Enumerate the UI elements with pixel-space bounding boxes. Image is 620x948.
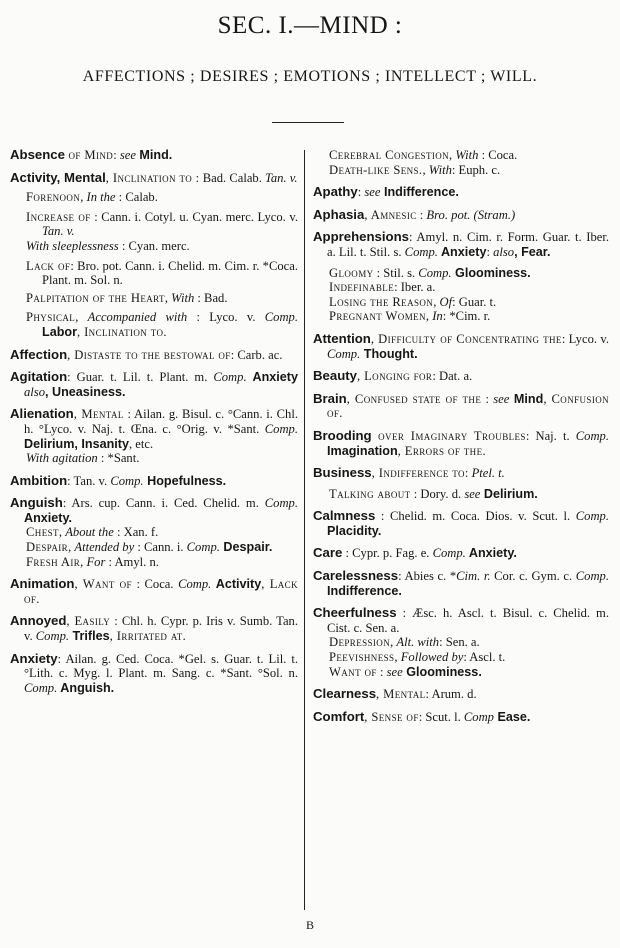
entry-heading: Apprehensions (313, 229, 409, 245)
subentry-modifier: With (455, 148, 479, 162)
entry-heading: Absence (10, 147, 65, 162)
entry-clearness (313, 687, 609, 702)
cross-reference: Delirium. (480, 486, 538, 501)
subentry-remedies: : Guar. t. (452, 294, 497, 309)
cross-reference: Mind. (135, 148, 173, 162)
subentry-remedies: : Coca. (478, 148, 518, 162)
entry-see: see (386, 664, 403, 679)
entry-text: : (464, 466, 472, 481)
column-divider (304, 150, 305, 910)
compare-label: Comp. (264, 310, 298, 325)
subentry-modifier: Alt. with (396, 635, 440, 650)
entry-apprehensions (313, 230, 609, 324)
compare-label: Comp. (24, 680, 58, 695)
compare-label: Comp (463, 709, 494, 724)
subentry-text: , (433, 294, 440, 309)
entry-qualifier: of Mind (64, 148, 114, 162)
subentry-remedy-italic: Tan. v. (42, 224, 75, 239)
subentry-text: , (80, 554, 87, 569)
entry-remedies: : Cypr. p. Fag. e. (342, 546, 433, 561)
cross-reference: Anxiety (246, 370, 298, 385)
cross-reference: Imagination (327, 443, 398, 458)
subentry-heading: Depression (329, 635, 391, 650)
subentry-remedies: : Lyco. v. (187, 310, 265, 325)
subentry-remedies: : Cyan. merc. (118, 238, 190, 253)
subentry-heading: Pregnant Women (329, 309, 426, 324)
entry-qualifier: , Inclination to : (105, 170, 200, 185)
subentry-heading: Want of (329, 664, 377, 679)
cross-reference: Anxiety. (465, 546, 517, 561)
page-subtitle: AFFECTIONS ; DESIRES ; EMOTIONS ; INTELLECT ; WILL. (82, 68, 538, 85)
entry-remedies: : Arum. d. (425, 687, 477, 702)
entry-see: see (119, 148, 136, 162)
subentry-modifier: In the (86, 190, 116, 205)
subentry-remedies: : *Cim. r. (442, 309, 491, 324)
entry-continued (313, 148, 609, 177)
subentry-text: , (422, 162, 429, 177)
subentry-text: , (58, 525, 66, 540)
entry-remedies: : Chelid. m. Coca. Dios. v. Scut. l. (375, 509, 576, 524)
entry-heading: Brain (313, 390, 347, 406)
subentry-remedies: : Amyl. n. (105, 554, 159, 569)
entry-absence (10, 148, 298, 163)
entry-brain (313, 392, 609, 421)
entry-remedies: : Lyco. v. (561, 331, 609, 346)
subentry-modifier: About the (65, 525, 114, 540)
entry-business (313, 466, 609, 501)
entry-qualifier: , Confused state of the (346, 391, 482, 406)
entry-comfort (313, 710, 609, 725)
entry-remedy-italic: Tan. v. (265, 170, 298, 185)
entry-qualifier: , Sense of (364, 709, 419, 724)
subentry-heading: Gloomy (329, 265, 374, 280)
entry-see: see (364, 185, 381, 200)
compare-label: Comp. (35, 629, 70, 644)
entry-brooding (313, 429, 609, 458)
entry-remedies: : Ailan. g. Ced. Coca. *Gel. s. Guar. t. Lil. t. °Lith. c. Myg. l. Plant. m. Sang. c. *Sant. °Sol. n. (24, 651, 298, 681)
entry-heading: Apathy (313, 184, 358, 200)
subentry-text: : (376, 664, 387, 679)
entry-remedies: : Chl. h. Cypr. p. Iris v. Sumb. Tan. v. (24, 614, 298, 644)
cross-reference: Labor (42, 324, 77, 339)
subentry-heading: Fresh Air (26, 554, 81, 569)
cross-reference-qualifier: , Confusion of. (327, 391, 610, 421)
cross-reference-qualifier: , Irritated at. (109, 629, 187, 644)
subentry-remedies: : Euph. c. (451, 162, 501, 177)
subentry-modifier: Accompanied with (87, 310, 188, 325)
entry-alienation (10, 407, 298, 465)
entry-heading: Aphasia (313, 206, 365, 222)
subentry-text: , (390, 635, 397, 650)
subentry-modifier: In (432, 309, 443, 324)
cross-reference: Activity (211, 577, 262, 592)
entry-heading: Anguish (10, 495, 63, 511)
entry-remedies: : Naj. t. (525, 428, 576, 443)
entry-text: , etc. (128, 436, 154, 451)
entry-qualifier: , Mental (73, 407, 124, 422)
entry-qualifier: , Indifference to (371, 466, 465, 481)
subentry-modifier: Followed by (400, 650, 464, 665)
cross-reference-qualifier: , Lack of. (24, 577, 298, 606)
subentry-heading: Losing the Reason (329, 294, 434, 309)
subentry-modifier: Attended by (74, 540, 135, 555)
entry-remedies: : Æsc. h. Ascl. t. Bisul. c. Chelid. m. Cist. c. Sen. a. (327, 606, 609, 635)
entry-heading: Attention (313, 330, 371, 346)
entry-text: : (481, 391, 494, 406)
cross-reference: Indifference. (380, 185, 459, 200)
compare-label: Comp. (327, 346, 361, 361)
cross-reference: Despair. (219, 540, 273, 555)
entry-agitation (10, 370, 298, 399)
entry-heading: Ambition (10, 472, 68, 488)
entry-attention (313, 332, 609, 361)
subentry-remedies: : Iber. a. (394, 280, 436, 295)
entry-qualifier: , Difficulty of Concentrating the (370, 331, 562, 346)
subentry-remedies: : Cann. i. Cotyl. u. Cyan. merc. Lyco. v. (90, 209, 298, 224)
subentry-modifier: For (86, 554, 106, 569)
entry-remedies: : Carb. ac. (230, 347, 283, 362)
entry-heading: Activity, Mental (10, 169, 106, 185)
entry-heading: Alienation (10, 406, 74, 422)
also-label: also (24, 384, 45, 399)
subentry-text: , (425, 309, 433, 324)
entry-heading: Annoyed (10, 613, 67, 629)
subentry-text: , (394, 650, 401, 665)
entry-heading: Agitation (10, 369, 68, 385)
subentry-remedies: : Stil. s. (373, 265, 419, 280)
cross-reference-qualifier: , Inclination to. (76, 324, 167, 339)
cross-reference: Ease. (493, 709, 531, 724)
entry-qualifier: , Distaste to the bestowal of (67, 347, 231, 362)
subentry-remedies: : Bad. (194, 290, 228, 305)
compare-label: Comp. (432, 546, 466, 561)
entry-anxiety (10, 652, 298, 696)
entry-heading: Anxiety (10, 650, 58, 666)
entry-see: see (493, 391, 510, 406)
subentry-heading: Talking about (329, 486, 411, 501)
subentry-remedies: : Bro. pot. Cann. i. Chelid. m. Cim. r. *Coca. Plant. m. Sol. n. (42, 258, 298, 288)
subentry-modifier: With sleeplessness (26, 238, 119, 253)
cross-reference: Anxiety (437, 244, 487, 259)
subentry-remedies: : *Sant. (97, 451, 140, 466)
cross-reference: Thought. (360, 346, 418, 361)
entry-text: : (357, 185, 365, 200)
entry-calmness (313, 509, 609, 538)
entry-remedies: : Scut. l. (418, 709, 464, 724)
entry-aphasia (313, 208, 609, 223)
compare-label: Comp. (264, 496, 298, 511)
entry-remedy-italic: Bro. pot. (Stram.) (426, 207, 516, 222)
cross-reference: Hopefulness. (143, 473, 227, 488)
subentry-remedies: : Dory. d. (410, 486, 465, 501)
subentry-remedies: : Xan. f. (113, 525, 159, 540)
left-column (10, 148, 298, 703)
entry-remedies: : Amyl. n. Cim. r. Form. Guar. t. Iber. a. Lil. t. Stil. s. (327, 230, 609, 259)
subentry-heading: Forenoon (26, 190, 81, 205)
compare-label: Comp. (186, 540, 220, 555)
entry-remedies: : Ailan. g. Bisul. c. °Cann. i. Chl. h. °Lyco. v. Naj. t. Œna. c. °Orig. v. *Sant. (24, 407, 299, 436)
cross-reference: Mind (509, 391, 544, 406)
cross-reference: , Uneasiness. (45, 384, 126, 399)
entry-heading: Animation (10, 576, 75, 592)
entry-care (313, 546, 609, 561)
title-rule (272, 122, 344, 123)
subentry-heading: Palpitation of the Heart (26, 290, 165, 305)
subentry-modifier: With (171, 290, 195, 305)
entry-heading: Affection (10, 346, 68, 362)
entry-remedies: Bad. Calab. (199, 170, 265, 185)
subentry-heading: Increase of (26, 209, 91, 224)
compare-label: Comp. (110, 473, 144, 488)
entry-qualifier: , Mental (376, 687, 426, 702)
subentry-heading: Cerebral Congestion (329, 148, 450, 162)
entry-qualifier: , Easily (66, 614, 111, 629)
entry-text: : (113, 148, 120, 162)
entry-remedies: : Dat. a. (432, 369, 473, 384)
subentry-remedies: : Sen. a. (439, 635, 480, 650)
subentry-heading: Despair (26, 540, 69, 555)
subentry-heading: Peevishness (329, 650, 395, 665)
page-signature: B (305, 918, 314, 932)
subentry-text: , (75, 310, 88, 325)
entry-heading: Carelessness (313, 568, 399, 584)
entry-remedy-italic: Ptel. t. (471, 466, 505, 481)
subentry-modifier: With (428, 162, 452, 177)
entry-heading: Cheerfulness (313, 605, 397, 621)
compare-label: Comp. (575, 569, 609, 584)
compare-label: Comp. (575, 509, 609, 524)
entry-heading: Business (313, 465, 372, 481)
entry-heading: Comfort (313, 708, 365, 724)
subentry-text: , (449, 148, 456, 162)
entry-see: see (464, 486, 481, 501)
entry-affection (10, 348, 298, 363)
entry-remedies: Cor. c. Gym. c. (490, 569, 576, 584)
entry-cheerfulness (313, 606, 609, 679)
compare-label: Comp. (404, 244, 438, 259)
entry-remedies: : Coca. (131, 577, 179, 592)
cross-reference: Gloominess. (402, 664, 482, 679)
subentry-heading: Indefinable (329, 280, 395, 295)
cross-reference: Gloominess. (451, 265, 531, 280)
subentry-text: , (68, 540, 75, 555)
cross-reference: Trifles (69, 629, 110, 644)
right-column (313, 148, 609, 732)
entry-activity-mental (10, 171, 298, 340)
compare-label: Comp. (418, 265, 452, 280)
compare-label: Comp. (575, 428, 609, 443)
cross-reference: Indifference. (327, 583, 402, 598)
entry-heading: Calmness (313, 508, 376, 524)
cross-reference: Delirium, Insanity (24, 436, 129, 451)
entry-heading: Clearness (313, 686, 377, 702)
entry-qualifier: over Imaginary Troubles (371, 428, 526, 443)
subentry-heading: Death-like Sens. (329, 162, 423, 177)
subentry-remedies: : Cann. i. (134, 540, 187, 555)
entry-heading: Care (313, 545, 343, 561)
entry-text: : (416, 207, 427, 222)
entry-ambition (10, 474, 298, 489)
compare-label: Comp. (178, 577, 212, 592)
subentry-modifier: Of (439, 294, 453, 309)
entry-annoyed (10, 614, 298, 643)
subentry-heading: Chest (26, 525, 59, 540)
entry-qualifier: , Want of (74, 577, 132, 592)
entry-animation (10, 577, 298, 606)
entry-heading: Beauty (313, 368, 357, 384)
subentry-text: , (80, 190, 87, 205)
entry-remedies: : Abies c. * (398, 569, 457, 584)
subentry-remedies: : Ascl. t. (463, 650, 506, 665)
entry-qualifier: , Longing for (356, 369, 433, 384)
entry-anguish (10, 496, 298, 569)
entry-remedies: : Ars. cup. Cann. i. Ced. Chelid. m. (62, 496, 265, 511)
cross-reference: , Fear. (514, 244, 551, 259)
subentry-modifier: With agitation (26, 451, 98, 466)
compare-label: Comp. (213, 370, 247, 385)
cross-reference: Anxiety. (24, 510, 73, 525)
entry-qualifier: , Amnesic (364, 207, 417, 222)
entry-remedies: : Tan. v. (67, 473, 111, 488)
subentry-text: , (164, 290, 172, 305)
page-title: SEC. I.—MIND : (217, 12, 403, 39)
entry-carelessness (313, 569, 609, 598)
entry-apathy (313, 185, 609, 200)
subentry-heading: Physical (26, 310, 76, 325)
entry-remedies: : Guar. t. Lil. t. Plant. m. (67, 370, 214, 385)
entry-heading: Brooding (313, 427, 372, 443)
subentry-heading: Lack of (26, 258, 71, 273)
entry-beauty (313, 369, 609, 384)
compare-label: Comp. (264, 421, 298, 436)
entry-remedy-italic: Cim. r. (456, 569, 491, 584)
subentry-remedies: : Calab. (115, 190, 158, 205)
cross-reference-qualifier: , Errors of the. (397, 443, 487, 458)
cross-reference: Placidity. (327, 523, 382, 538)
entry-text: : (486, 244, 494, 259)
cross-reference: Anguish. (57, 680, 115, 695)
also-label: also (493, 244, 515, 259)
